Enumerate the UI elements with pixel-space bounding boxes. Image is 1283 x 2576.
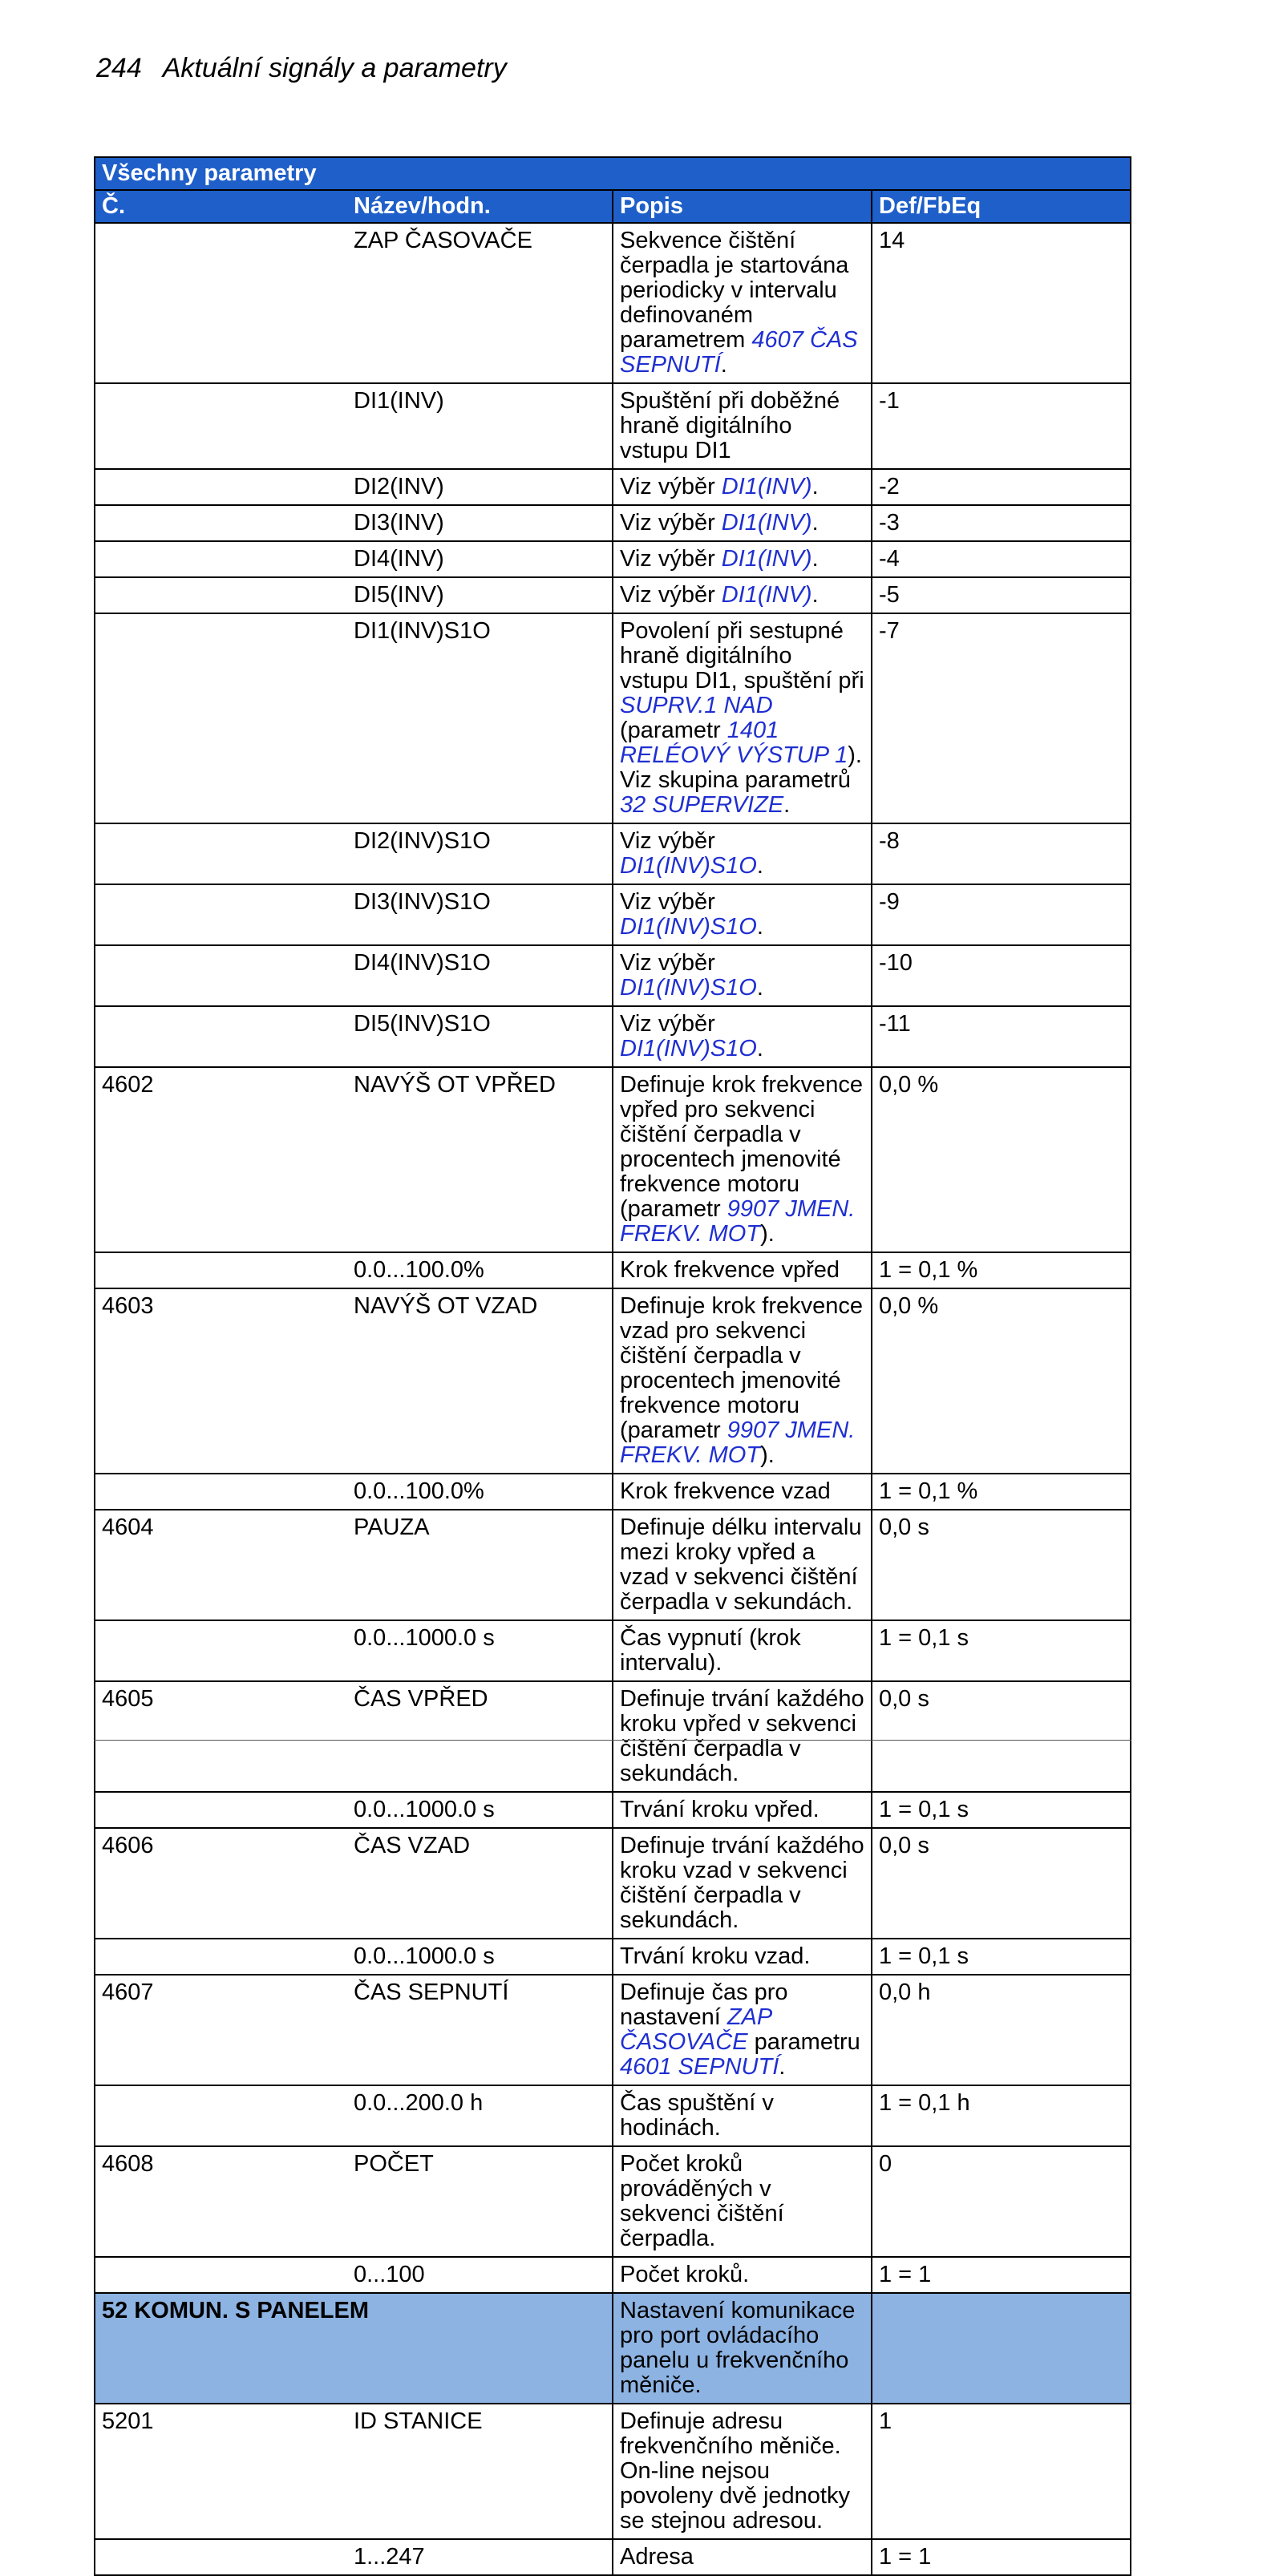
- param-description: Čas spuštění v hodinách.: [613, 2085, 872, 2146]
- table-row: [95, 1510, 1131, 1620]
- param-default: 1 = 0,1 h: [872, 2085, 1131, 2146]
- param-link[interactable]: DI1(INV)S1O: [620, 914, 757, 940]
- table-row: [95, 945, 1131, 1006]
- param-default: 1 = 0,1 s: [872, 1620, 1131, 1681]
- param-link[interactable]: DI1(INV)S1O: [620, 1036, 757, 1062]
- parameter-table: [94, 156, 1131, 2576]
- param-default: 0,0 %: [872, 1067, 1131, 1252]
- table-row: [95, 823, 1131, 884]
- table-row: [95, 1939, 1131, 1975]
- param-link[interactable]: DI1(INV): [721, 582, 812, 608]
- param-default: -10: [872, 945, 1131, 1006]
- param-number: [95, 2539, 354, 2575]
- param-number: [95, 1792, 354, 1828]
- param-number: [95, 505, 354, 541]
- param-description: Počet kroků prováděných v sekvenci čištění čerpadla.: [613, 2146, 872, 2257]
- col-header-name: Název/hodn.: [354, 190, 613, 223]
- param-description: [613, 541, 872, 577]
- table-row: [95, 505, 1131, 541]
- param-description: [613, 1067, 872, 1252]
- param-default: 0,0 s: [872, 1510, 1131, 1620]
- desc-text: Viz výběr: [620, 889, 715, 915]
- param-description: [613, 223, 872, 383]
- param-name: DI2(INV)S1O: [354, 823, 613, 884]
- param-number: [95, 1006, 354, 1067]
- desc-text: .: [811, 546, 819, 572]
- param-default: 14: [872, 223, 1131, 383]
- param-description: [613, 613, 872, 823]
- col-header-number: Č.: [95, 190, 354, 223]
- desc-text: .: [779, 2054, 786, 2080]
- param-number: [95, 945, 354, 1006]
- param-description: Krok frekvence vzad: [613, 1474, 872, 1510]
- param-link[interactable]: DI1(INV): [721, 546, 812, 572]
- param-name: 0.0...1000.0 s: [354, 1939, 613, 1975]
- param-default: 0,0 s: [872, 1828, 1131, 1939]
- table-row: [95, 613, 1131, 823]
- param-number: [95, 1939, 354, 1975]
- param-number: [95, 383, 354, 469]
- table-row: [95, 1681, 1131, 1792]
- param-name: DI4(INV): [354, 541, 613, 577]
- desc-text: Viz výběr: [620, 546, 722, 572]
- param-default: 0,0 %: [872, 1288, 1131, 1474]
- param-description: [613, 577, 872, 613]
- param-default: 1 = 0,1 %: [872, 1474, 1131, 1510]
- param-description: Definuje délku intervalu mezi kroky vpřed a vzad v sekvenci čištění čerpadla v sekundách.: [613, 1510, 872, 1620]
- param-description: Adresa: [613, 2539, 872, 2575]
- table-title-row: [95, 157, 1131, 190]
- table-row: [95, 223, 1131, 383]
- param-name: DI1(INV): [354, 383, 613, 469]
- table-row: [95, 2257, 1131, 2293]
- table-row: [95, 1828, 1131, 1939]
- param-default: -3: [872, 505, 1131, 541]
- desc-text: ). Viz skupina parametrů: [620, 742, 862, 793]
- param-number: [95, 1252, 354, 1288]
- param-number: [95, 2085, 354, 2146]
- param-number: 4602: [95, 1067, 354, 1252]
- table-row: [95, 2085, 1131, 2146]
- param-number: 4607: [95, 1975, 354, 2085]
- table-row: [95, 1620, 1131, 1681]
- param-description: [613, 823, 872, 884]
- footer-divider: [94, 1740, 1131, 1741]
- param-link[interactable]: ZAP ČASOVAČE: [620, 2004, 772, 2055]
- param-link[interactable]: 32 SUPERVIZE: [620, 792, 784, 818]
- desc-text: .: [811, 510, 819, 536]
- param-default: 1: [872, 2404, 1131, 2539]
- param-link[interactable]: SUPRV.1 NAD: [620, 693, 773, 718]
- param-description: [613, 1006, 872, 1067]
- table-row: [95, 1252, 1131, 1288]
- group-default: [872, 2293, 1131, 2404]
- desc-text: Viz výběr: [620, 582, 722, 608]
- desc-text: Viz výběr: [620, 828, 715, 854]
- table-row: [95, 2146, 1131, 2257]
- table-row: [95, 1792, 1131, 1828]
- param-number: [95, 541, 354, 577]
- param-default: 1 = 0,1 s: [872, 1939, 1131, 1975]
- param-name: ČAS VPŘED: [354, 1681, 613, 1792]
- param-number: [95, 223, 354, 383]
- desc-text: Viz výběr: [620, 950, 715, 976]
- table-row: [95, 1474, 1131, 1510]
- param-description: Definuje trvání každého kroku vzad v sekvenci čištění čerpadla v sekundách.: [613, 1828, 872, 1939]
- param-number: 4603: [95, 1288, 354, 1474]
- param-name: 0.0...100.0%: [354, 1252, 613, 1288]
- param-name: 0.0...1000.0 s: [354, 1620, 613, 1681]
- param-name: DI3(INV): [354, 505, 613, 541]
- param-name: ČAS SEPNUTÍ: [354, 1975, 613, 2085]
- param-default: 1 = 1: [872, 2257, 1131, 2293]
- param-link[interactable]: 4607 ČAS SEPNUTÍ: [620, 327, 858, 378]
- desc-text: Definuje čas pro nastavení: [620, 1980, 788, 2030]
- param-description: [613, 1975, 872, 2085]
- desc-text: .: [756, 853, 763, 879]
- desc-text: .: [783, 792, 791, 818]
- group-row: [95, 2293, 1131, 2404]
- desc-text: .: [811, 474, 819, 499]
- param-number: [95, 1474, 354, 1510]
- param-number: [95, 2257, 354, 2293]
- desc-text: .: [756, 975, 763, 1001]
- page-header: [96, 53, 507, 84]
- table-row: [95, 1975, 1131, 2085]
- table-row: [95, 577, 1131, 613]
- param-description: Spuštění při doběžné hraně digitálního vstupu DI1: [613, 383, 872, 469]
- param-name: PAUZA: [354, 1510, 613, 1620]
- param-default: 1 = 0,1 %: [872, 1252, 1131, 1288]
- desc-text: ).: [760, 1221, 775, 1247]
- param-description: Definuje trvání každého kroku vpřed v sekvenci čištění čerpadla v sekundách.: [613, 1681, 872, 1792]
- param-number: 4608: [95, 2146, 354, 2257]
- table-row: [95, 2404, 1131, 2539]
- param-name: 0...100: [354, 2257, 613, 2293]
- param-default: -5: [872, 577, 1131, 613]
- param-default: -2: [872, 469, 1131, 505]
- param-number: 4604: [95, 1510, 354, 1620]
- param-name: ID STANICE: [354, 2404, 613, 2539]
- table-row: [95, 1288, 1131, 1474]
- param-default: 1 = 1: [872, 2539, 1131, 2575]
- param-number: 4605: [95, 1681, 354, 1792]
- table-row: [95, 884, 1131, 945]
- param-default: -1: [872, 383, 1131, 469]
- param-description: [613, 945, 872, 1006]
- desc-text: Viz výběr: [620, 474, 722, 499]
- desc-text: .: [756, 1036, 763, 1062]
- param-default: -11: [872, 1006, 1131, 1067]
- desc-text: ).: [760, 1442, 775, 1468]
- param-description: [613, 505, 872, 541]
- param-link[interactable]: DI1(INV)S1O: [620, 853, 757, 879]
- desc-text: Viz výběr: [620, 1011, 715, 1037]
- param-description: Krok frekvence vpřed: [613, 1252, 872, 1288]
- param-default: -4: [872, 541, 1131, 577]
- param-description: [613, 884, 872, 945]
- desc-text: parametru: [747, 2029, 860, 2055]
- param-name: ZAP ČASOVAČE: [354, 223, 613, 383]
- param-name: DI5(INV)S1O: [354, 1006, 613, 1067]
- group-description: Nastavení komunikace pro port ovládacího panelu u frekvenčního měniče.: [613, 2293, 872, 2404]
- param-number: [95, 1620, 354, 1681]
- param-number: 4606: [95, 1828, 354, 1939]
- desc-text: (parametr: [620, 718, 727, 743]
- param-link[interactable]: DI1(INV): [721, 510, 812, 536]
- param-name: 0.0...1000.0 s: [354, 1792, 613, 1828]
- param-name: NAVÝŠ OT VZAD: [354, 1288, 613, 1474]
- param-number: [95, 469, 354, 505]
- table-title: Všechny parametry: [95, 157, 1131, 190]
- desc-text: .: [756, 914, 763, 940]
- desc-text: Sekvence čištění čerpadla je startována periodicky v intervalu definovaném parametrem: [620, 228, 849, 353]
- param-name: DI4(INV)S1O: [354, 945, 613, 1006]
- param-name: DI1(INV)S1O: [354, 613, 613, 823]
- param-number: [95, 884, 354, 945]
- param-link[interactable]: 4601 SEPNUTÍ: [620, 2054, 779, 2080]
- param-number: [95, 613, 354, 823]
- desc-text: .: [811, 582, 819, 608]
- param-name: DI3(INV)S1O: [354, 884, 613, 945]
- param-name: ČAS VZAD: [354, 1828, 613, 1939]
- table-row: [95, 541, 1131, 577]
- desc-text: Povolení při sestupné hraně digitálního vstupu DI1, spuštění při: [620, 618, 864, 694]
- param-description: Trvání kroku vpřed.: [613, 1792, 872, 1828]
- page-section-title: Aktuální signály a parametry: [162, 53, 507, 83]
- param-name: 1...247: [354, 2539, 613, 2575]
- param-name: DI5(INV): [354, 577, 613, 613]
- param-default: 0,0 h: [872, 1975, 1131, 2085]
- param-name: 0.0...100.0%: [354, 1474, 613, 1510]
- col-header-default: Def/FbEq: [872, 190, 1131, 223]
- param-description: [613, 1288, 872, 1474]
- param-default: -7: [872, 613, 1131, 823]
- param-default: 0: [872, 2146, 1131, 2257]
- group-label: 52 KOMUN. S PANELEM: [95, 2293, 613, 2404]
- desc-text: Viz výběr: [620, 510, 722, 536]
- param-name: POČET: [354, 2146, 613, 2257]
- param-default: 0,0 s: [872, 1681, 1131, 1792]
- param-name: 0.0...200.0 h: [354, 2085, 613, 2146]
- param-description: Trvání kroku vzad.: [613, 1939, 872, 1975]
- param-default: -8: [872, 823, 1131, 884]
- param-description: [613, 469, 872, 505]
- param-name: DI2(INV): [354, 469, 613, 505]
- param-number: [95, 823, 354, 884]
- param-description: Čas vypnutí (krok intervalu).: [613, 1620, 872, 1681]
- table-row: [95, 383, 1131, 469]
- param-description: Počet kroků.: [613, 2257, 872, 2293]
- param-link[interactable]: 9907 JMEN. FREKV. MOT: [620, 1417, 856, 1468]
- table-header-row: [95, 190, 1131, 223]
- col-header-description: Popis: [613, 190, 872, 223]
- param-description: Definuje adresu frekvenčního měniče. On-line nejsou povoleny dvě jednotky se stejnou adresou.: [613, 2404, 872, 2539]
- table-row: [95, 469, 1131, 505]
- param-link[interactable]: 1401 RELÉOVÝ VÝSTUP 1: [620, 718, 848, 768]
- param-link[interactable]: DI1(INV): [721, 474, 812, 499]
- desc-text: .: [720, 352, 727, 378]
- param-link[interactable]: 9907 JMEN. FREKV. MOT: [620, 1196, 856, 1247]
- table-row: [95, 2539, 1131, 2575]
- desc-text: Definuje krok frekvence vzad pro sekvenci čištění čerpadla v procentech jmenovité frekvence motoru (parametr: [620, 1293, 864, 1443]
- param-number: 5201: [95, 2404, 354, 2539]
- param-link[interactable]: DI1(INV)S1O: [620, 975, 757, 1001]
- param-name: NAVÝŠ OT VPŘED: [354, 1067, 613, 1252]
- desc-text: Definuje krok frekvence vpřed pro sekvenci čištění čerpadla v procentech jmenovité frekvence motoru (parametr: [620, 1072, 864, 1222]
- param-number: [95, 577, 354, 613]
- page-number: 244: [96, 53, 142, 83]
- table-row: [95, 1067, 1131, 1252]
- param-default: -9: [872, 884, 1131, 945]
- param-default: 1 = 0,1 s: [872, 1792, 1131, 1828]
- table-row: [95, 1006, 1131, 1067]
